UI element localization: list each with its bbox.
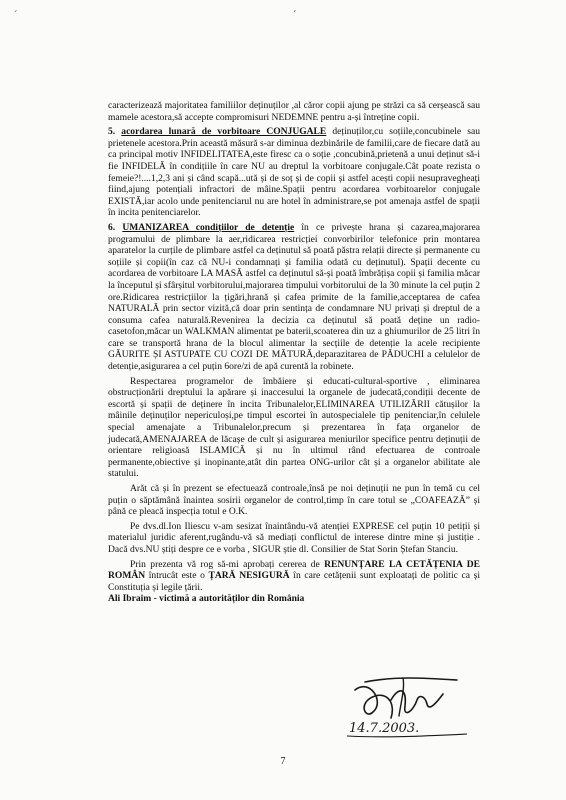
handwritten-signature	[345, 672, 475, 742]
letter-body	[108, 100, 480, 605]
corner-mark-left: ´	[14, 10, 18, 21]
item-heading: UMANIZAREA condițiilor de detenție	[122, 221, 295, 233]
closing-emphasis-1: RENUNȚARE LA CETĂȚENIA DE ROMÂN	[108, 558, 480, 582]
paragraph-controale: Arăt că și în prezent se efectuează controale,însă pe noi deținuții ne pun în temă cu cel puțin o săptămână înaintea sosirii organelor de control,timp în care totul se „COAFEAZĂ” și până ce pleacă inspecția totul e O.K.	[108, 483, 480, 518]
signature-line: Ali Ibraim - victimă a autorităților din România	[108, 593, 305, 605]
corner-mark-right: ´	[293, 10, 297, 21]
paragraph-intro: caracterizează majoritatea familiilor deținuților ,al căror copii ajung pe străzi ca să cerșească sau mamele acestora,să accepte compromisuri NEDEMNE pentru a-și întreține copii.	[108, 100, 480, 123]
paragraph-item-5	[108, 126, 480, 219]
item-text: deținuților,cu soțiile,concubinele sau prietenele acestora.Prin această măsură s-ar diminua dezbinările de familii,care de fiecare dată au ca principal motiv INFIDELITATEA,este firesc ca o soție ,concubină,prietenă a unui deținut să-i fie INFIDELĂ în condițiile în care NU au dreptul la vorbitoare conjugale.Cât poate rezista o femeie?!....1,2,3 ani și când scapă...ută și de soț și de copii și astfel acești copii nesupravegheați fiind,ajung potențiali infractori de mâine.Spații pentru acordarea vorbitoarelor conjugale EXISTĂ,iar acolo unde penitenciarul nu are hotel în administrare,se pot amenaja astfel de spații în incita penitenciarelor.	[108, 126, 480, 219]
paragraph-closing: Prin prezenta vă rog să-mi aprobați cererea de RENUNȚARE LA CETĂȚENIA DE ROMÂN întrucât este o ȚARĂ NESIGURĂ în care cetățenii sunt exploatați de politic ca și Constituția și legile țării.	[108, 558, 480, 593]
item-heading: acordarea lunară de vorbitoare CONJUGALE	[121, 126, 327, 138]
signature-scribble-icon	[345, 672, 475, 742]
paragraph-iliescu: Pe dvs.dl.Ion Iliescu v-am sesizat înaintându-vă atenției EXPRESE cel puțin 10 petiții și materialul juridic aferent,rugându-vă să mediați conflictul de interese dintre mine și justiție . Dacă dvs.NU știți despre ce e vorba , SIGUR știe dl. Consilier de Stat Sorin Ștefan Stanciu.	[108, 520, 480, 555]
page-number: 7	[280, 756, 286, 767]
paragraph-respectarea: Respectarea programelor de îmbăiere și educati-cultural-sportive , eliminarea obstrucționării dreptului la apărare și inaccesului la organele de judecată,condiții decente de escortă și spații de deținere în incita Tribunalelor,ELIMINAREA UTILIZĂRII cătușilor la mâinile deținuților nepericuloși,pe timpul escortei în autospecialele tip penitenciar,în celulele special amenajate a Tribunalelor,precum și prezentarea în fața organelor de judecată,AMENAJAREA de lăcașe de cult și asigurarea meniurilor specifice pentru deținuții de orientare religioasă ISLAMICĂ și nu în ultimul rând efectuarea de controale permanente,obiective și inopinante,atât din partea ONG-urilor cât și a organelor abilitate ale statului.	[108, 375, 480, 480]
item-number: 5.	[108, 126, 116, 138]
handwritten-date: 14.7.2003.	[349, 721, 420, 736]
item-text: în ce privește hrana și cazarea,majorarea programului de plimbare la aer,ridicarea restricției convorbirilor telefonice prin montarea aparatelor la curțile de plimbare astfel ca deținutul să poată păstra relații directe și permanente cu soțiile și copii(în caz că NU-i condamnați și familia odată cu deținutul). Spații decente cu acordarea de vorbitoare LA MASĂ astfel ca deținutul să-și poată îmbrățișa copii și familia măcar la începutul și sfârșitul vorbitorului,majorarea timpului vorbitorului de la 30 minute la cel puțin 2 ore.Ridicarea restricțiilor la țigări,hrană și cafea primite de la familie,acceptarea de cafea NATURALĂ prin sector vizită,că doar prin sentința de condamnare NU privați și dreptul de a consuma cafea naturală.Revenirea la decizia ca deținutul să poată deține un radio-casetofon,măcar un WALKMAN alimentat pe baterii,scoaterea din uz a ghiumurilor de 25 litri în care se transportă hrana de la blocul alimentar la secțiile de detenție la acele recipiente GĂURITE ȘI ASTUPATE CU COZI DE MĂTURĂ,deparazitarea de PĂDUCHI a celulelor de detenție,asigurarea a cel puțin 6ore/zi de apă curentă la robinete.	[108, 221, 480, 373]
closing-emphasis-2: ȚARĂ NESIGURĂ	[208, 570, 290, 582]
item-number: 6.	[108, 221, 116, 233]
paragraph-item-6	[108, 222, 480, 373]
